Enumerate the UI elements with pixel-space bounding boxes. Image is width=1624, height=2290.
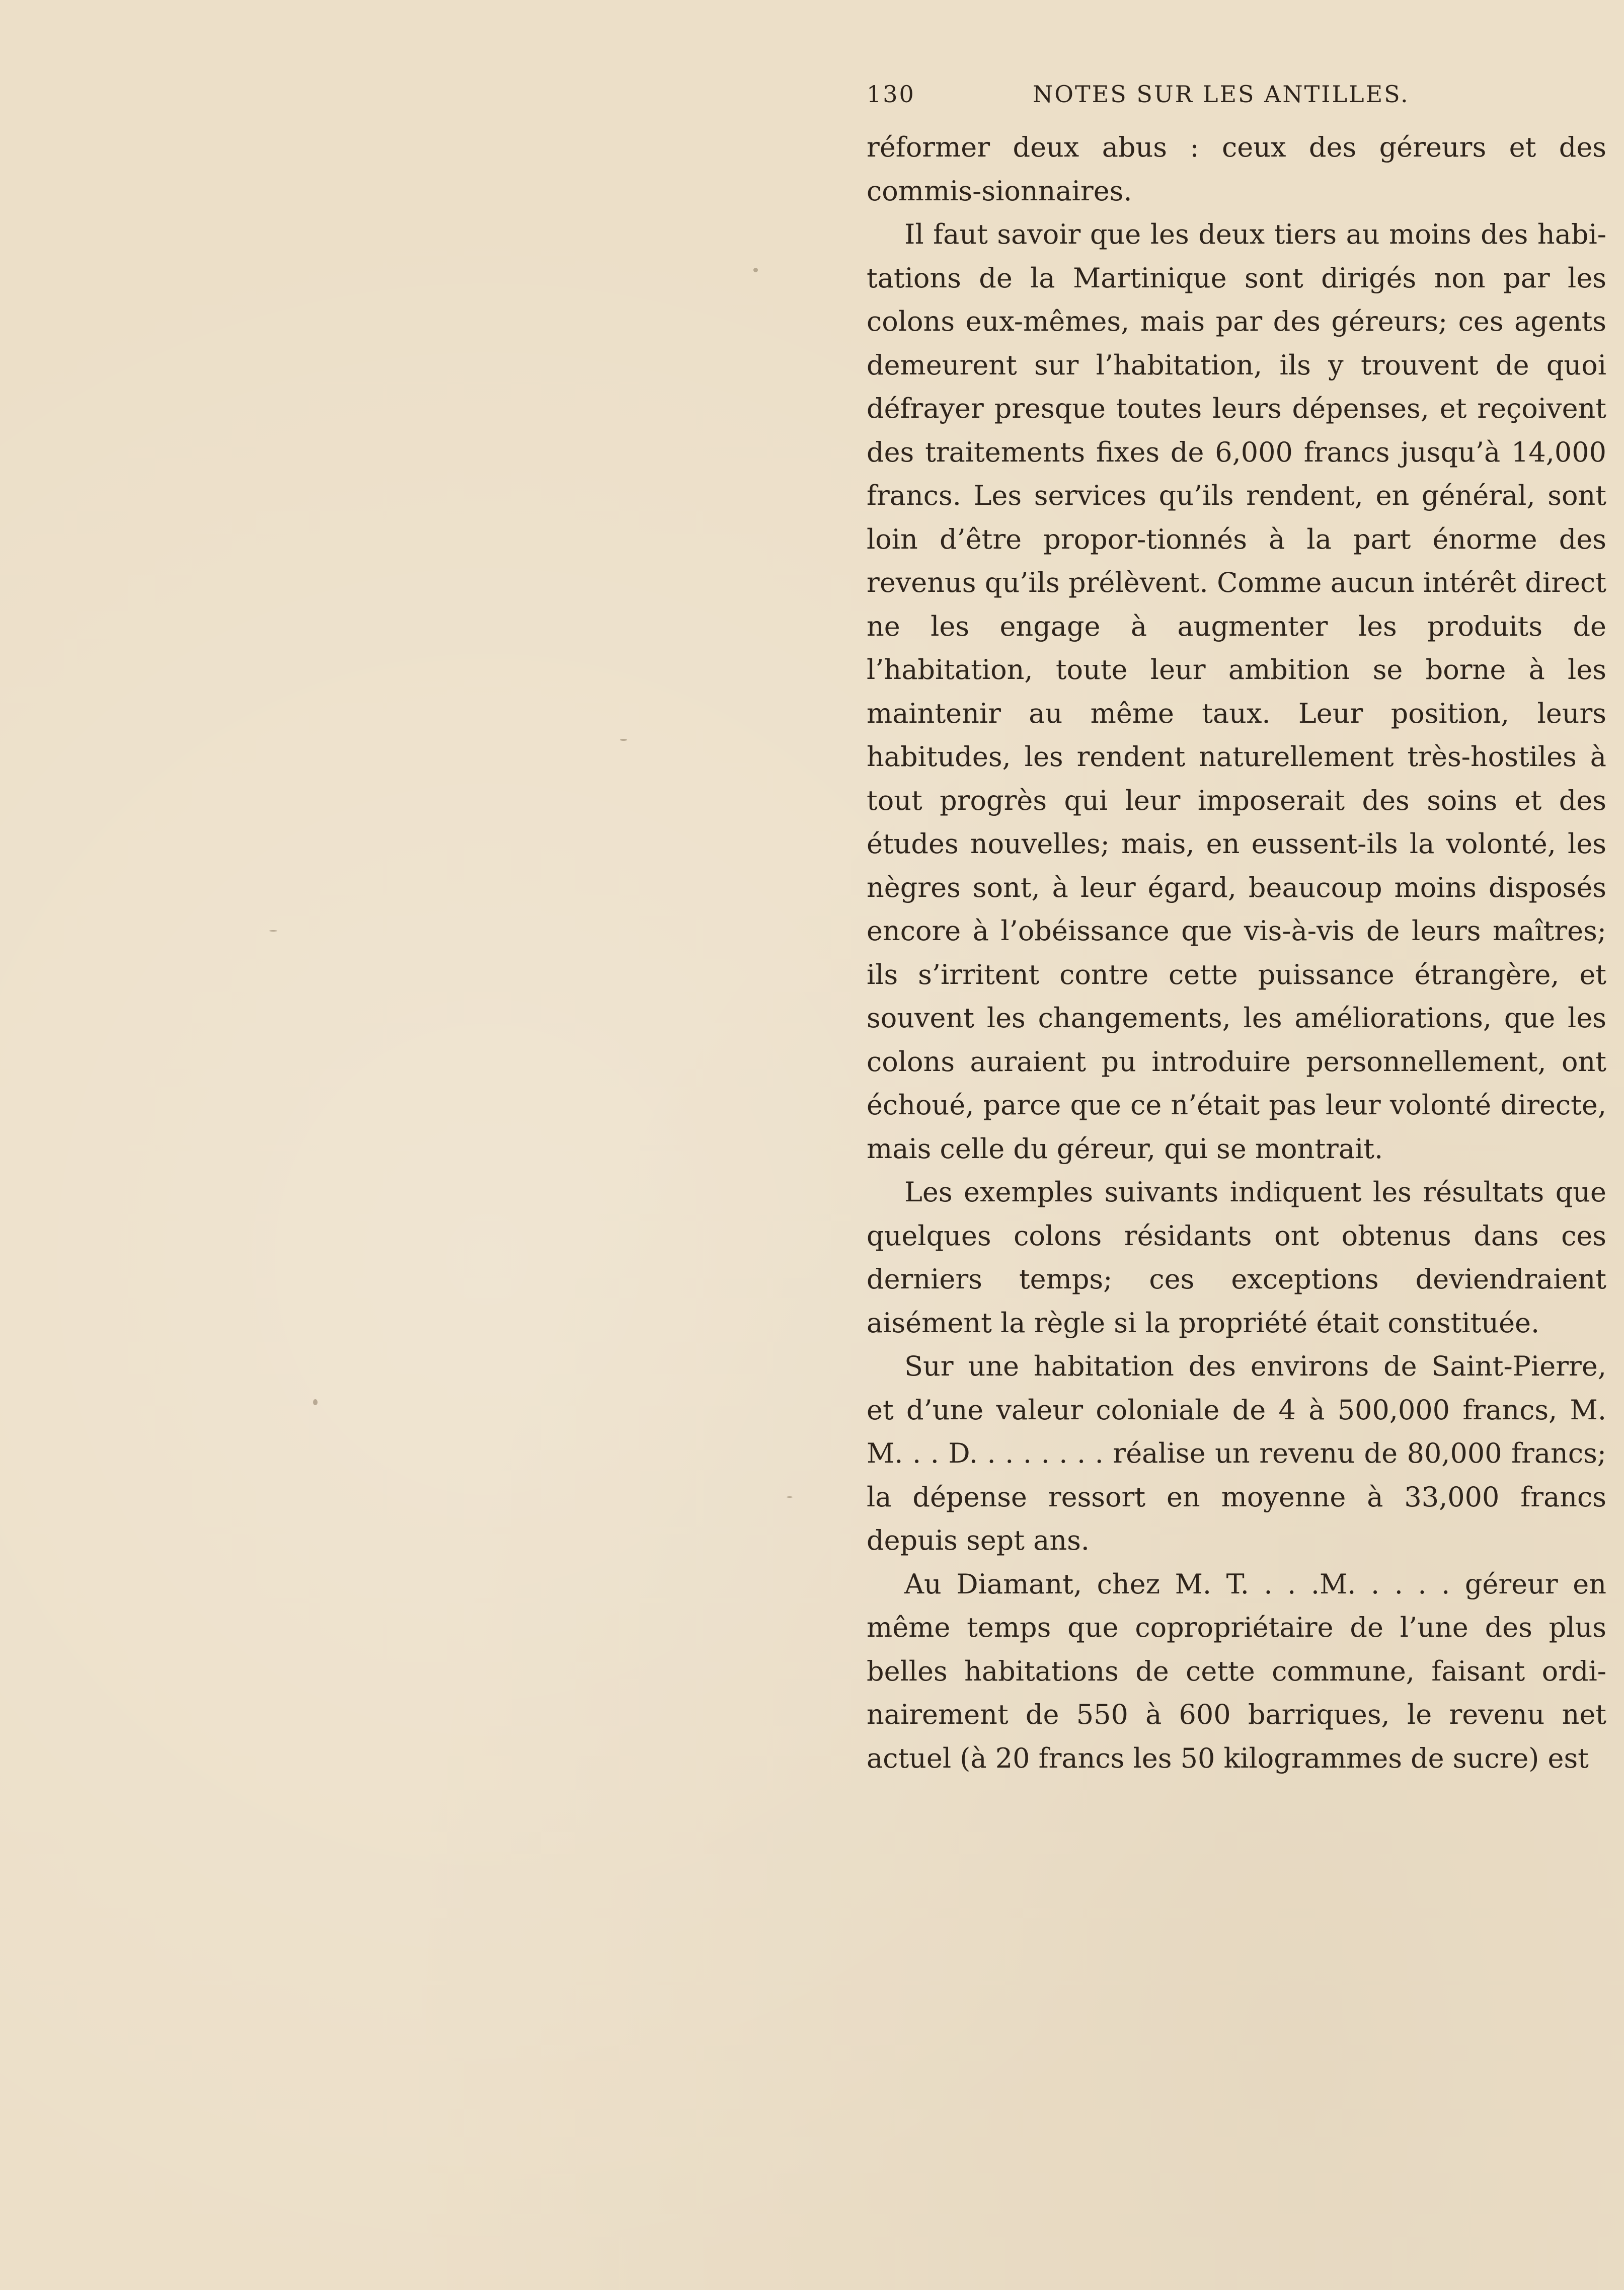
running-title: NOTES SUR LES ANTILLES. <box>1033 81 1410 108</box>
paper-speck <box>787 1496 793 1498</box>
paper-speck <box>269 930 277 932</box>
paper-speck <box>620 739 627 741</box>
body-text <box>867 126 1606 1780</box>
paragraph-diamant: Au Diamant, chez M. T. . . .M. . . . . géreur en même temps que copropriétaire de l’une des plus belles habitations de cette commune, faisant ordi-nairement de 550 à 600 barriques, le revenu net actuel (à 20 francs les 50 kilogrammes de sucre) est <box>867 1568 1606 1774</box>
paragraph-saint-pierre: Sur une habitation des environs de Saint-Pierre, et d’une valeur coloniale de 4 à 500,000 francs, M. M. . . D. . . . . . . . réalise un revenu de 80,000 francs; la dépense ressort en moyenne à 33,000 francs depuis sept ans. <box>867 1350 1606 1556</box>
paper-speck <box>313 1399 318 1405</box>
paper-speck <box>753 268 758 272</box>
page-header <box>867 81 1606 116</box>
page-number: 130 <box>867 81 915 108</box>
paragraph-exemples: Les exemples suivants indiquent les résultats que quelques colons résidants ont obtenus dans ces derniers temps; ces exceptions deviendraient aisément la règle si la propriété était constituée. <box>867 1176 1606 1339</box>
paragraph-continuation: réformer deux abus : ceux des géreurs et des commis-sionnaires. <box>867 131 1606 207</box>
paragraph-gereurs: Il faut savoir que les deux tiers au moins des habi-tations de la Martinique sont dirigés non par les colons eux-mêmes, mais par des géreurs; ces agents demeurent sur l’habitation, ils y trouvent de quoi défrayer presque toutes leurs dépenses, et reçoivent des traitements fixes de 6,000 francs jusqu’à 14,000 francs. Les services qu’ils rendent, en général, sont loin d’être propor-tionnés à la part énorme des revenus qu’ils prélèvent. Comme aucun intérêt direct ne les engage à augmenter les produits de l’habitation, toute leur ambition se borne à les maintenir au même taux. Leur position, leurs habitudes, les rendent naturellement très-hostiles à tout progrès qui leur imposerait des soins et des études nouvelles; mais, en eussent-ils la volonté, les nègres sont, à leur égard, beaucoup moins disposés encore à l’obéissance que vis-à-vis de leurs maîtres; ils s’irritent contre cette puissance étrangère, et souvent les changements, les améliorations, que les colons auraient pu introduire personnellement, ont échoué, parce que ce n’était pas leur volonté directe, mais celle du géreur, qui se montrait. <box>867 218 1606 1165</box>
